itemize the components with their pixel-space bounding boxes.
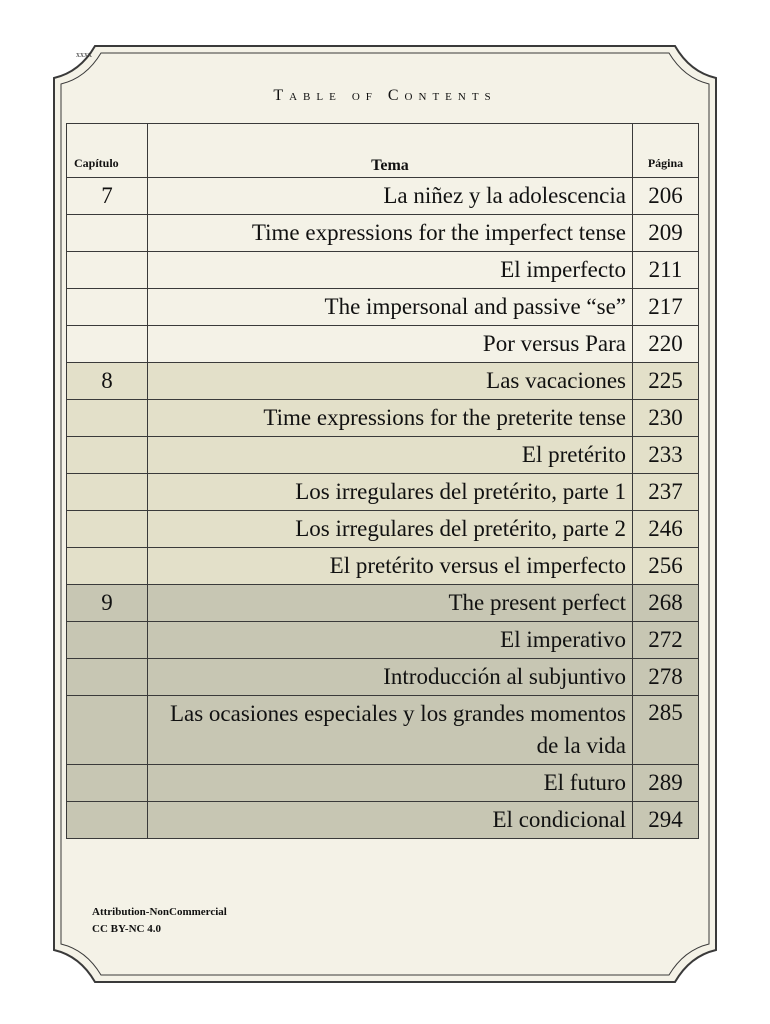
chapter-cell (67, 765, 148, 802)
page-cell: 268 (633, 585, 699, 622)
contents-table (66, 123, 699, 839)
table-row (67, 585, 699, 622)
chapter-cell: 7 (67, 178, 148, 215)
page-cell: 246 (633, 511, 699, 548)
page-cell: 225 (633, 363, 699, 400)
chapter-cell (67, 511, 148, 548)
chapter-cell: 9 (67, 585, 148, 622)
corner-tag: xxxx (76, 50, 92, 59)
chapter-cell (67, 474, 148, 511)
page-cell: 230 (633, 400, 699, 437)
chapter-cell (67, 548, 148, 585)
table-row (67, 511, 699, 548)
header-chapter: Capítulo (67, 124, 148, 178)
topic-cell: El condicional (148, 802, 633, 839)
table-row (67, 659, 699, 696)
page-cell: 206 (633, 178, 699, 215)
topic-cell: Por versus Para (148, 326, 633, 363)
table-row (67, 696, 699, 765)
header-page: Página (633, 124, 699, 178)
chapter-cell (67, 215, 148, 252)
chapter-cell (67, 289, 148, 326)
page-title: Table of Contents (273, 87, 497, 104)
chapter-cell (67, 326, 148, 363)
topic-cell: Las ocasiones especiales y los grandes momentos de la vida (148, 696, 633, 765)
table-row (67, 474, 699, 511)
table-row (67, 622, 699, 659)
page-cell: 233 (633, 437, 699, 474)
topic-cell: Time expressions for the imperfect tense (148, 215, 633, 252)
chapter-cell (67, 802, 148, 839)
topic-cell: The impersonal and passive “se” (148, 289, 633, 326)
chapter-cell (67, 400, 148, 437)
page-cell: 256 (633, 548, 699, 585)
header-topic: Tema (148, 124, 633, 178)
table-row (67, 802, 699, 839)
page-cell: 237 (633, 474, 699, 511)
page-cell: 278 (633, 659, 699, 696)
table-row (67, 215, 699, 252)
chapter-cell (67, 659, 148, 696)
table-row (67, 363, 699, 400)
chapter-cell (67, 622, 148, 659)
topic-cell: Las vacaciones (148, 363, 633, 400)
table-row (67, 437, 699, 474)
topic-cell: El futuro (148, 765, 633, 802)
topic-cell: Introducción al subjuntivo (148, 659, 633, 696)
chapter-cell (67, 437, 148, 474)
table-row (67, 548, 699, 585)
topic-cell: The present perfect (148, 585, 633, 622)
table-row (67, 765, 699, 802)
page-cell: 220 (633, 326, 699, 363)
topic-cell: Time expressions for the preterite tense (148, 400, 633, 437)
page-cell: 211 (633, 252, 699, 289)
chapter-cell: 8 (67, 363, 148, 400)
table-row (67, 252, 699, 289)
table-row (67, 400, 699, 437)
page-cell: 285 (633, 696, 699, 765)
topic-cell: El pretérito (148, 437, 633, 474)
chapter-cell (67, 252, 148, 289)
table-row (67, 178, 699, 215)
topic-cell: Los irregulares del pretérito, parte 1 (148, 474, 633, 511)
attribution-license-code: CC BY-NC 4.0 (92, 923, 161, 935)
topic-cell: El imperfecto (148, 252, 633, 289)
attribution-license-name: Attribution-NonCommercial (92, 906, 227, 918)
table-row (67, 289, 699, 326)
attribution (92, 904, 227, 938)
chapter-cell (67, 696, 148, 765)
page-cell: 272 (633, 622, 699, 659)
table-row (67, 326, 699, 363)
page-cell: 217 (633, 289, 699, 326)
page-cell: 209 (633, 215, 699, 252)
topic-cell: El imperativo (148, 622, 633, 659)
table-header-row (67, 124, 699, 178)
table-body (67, 178, 699, 839)
page-cell: 289 (633, 765, 699, 802)
topic-cell: El pretérito versus el imperfecto (148, 548, 633, 585)
topic-cell: Los irregulares del pretérito, parte 2 (148, 511, 633, 548)
topic-cell: La niñez y la adolescencia (148, 178, 633, 215)
page-cell: 294 (633, 802, 699, 839)
